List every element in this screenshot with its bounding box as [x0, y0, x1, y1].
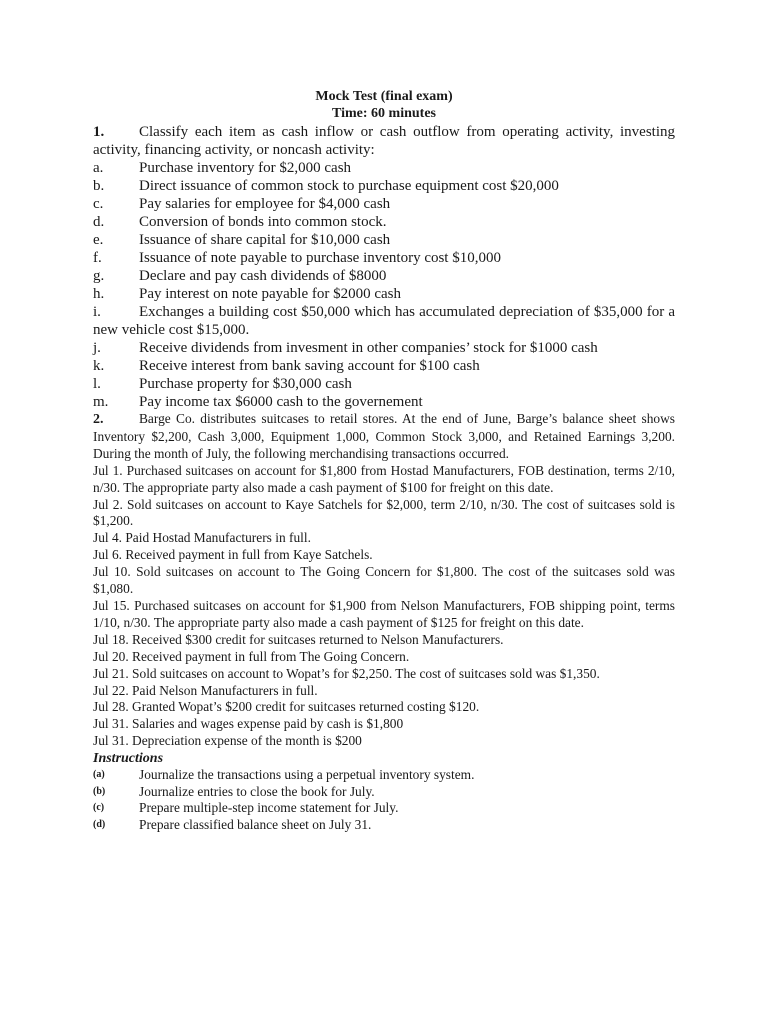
question-2-text: Barge Co. distributes suitcases to retail stores. At the end of June, Barge’s balance sheet shows Inventory $2,200, Cash 3,000, Equipment 1,000, Common Stock 3,000, and Retained Earnings 3,200. During the month of July, the following merchandising transactions occurred.	[93, 411, 675, 461]
list-item: k. Receive interest from bank saving account for $100 cash	[93, 358, 480, 374]
question-1-text: Classify each item as cash inflow or cash outflow from operating activity, investing activity, financing activity, or noncash activity:	[93, 124, 675, 158]
list-item: e. Issuance of share capital for $10,000 cash	[93, 232, 391, 248]
transaction-item: Jul 31. Salaries and wages expense paid by cash is $1,800	[93, 716, 404, 732]
list-item: m. Pay income tax $6000 cash to the governement	[93, 394, 423, 410]
transaction-item: Jul 28. Granted Wopat’s $200 credit for suitcases returned costing $120.	[93, 699, 480, 715]
question-1-intro	[93, 123, 675, 159]
instructions-heading: Instructions	[93, 751, 164, 767]
transaction-item: Jul 20. Received payment in full from The Going Concern.	[93, 648, 410, 664]
instruction-item: (a) Journalize the transactions using a perpetual inventory system.	[93, 767, 475, 783]
transaction-item: Jul 4. Paid Hostad Manufacturers in full.	[93, 530, 311, 546]
instruction-item: (b) Journalize entries to close the book for July.	[93, 783, 375, 799]
question-2-intro	[93, 411, 675, 463]
question-2	[93, 411, 675, 834]
transaction-item: Jul 31. Depreciation expense of the month is $200	[93, 733, 362, 749]
transaction-item: Jul 1. Purchased suitcases on account for $1,800 from Hostad Manufacturers, FOB destination, terms 2/10, n/30. The appropriate party also made a cash payment of $100 for freight on this date.	[93, 462, 675, 495]
instruction-item: (c) Prepare multiple-step income statement for July.	[93, 800, 399, 816]
list-item: h. Pay interest on note payable for $2000 cash	[93, 286, 402, 302]
question-2-number: 2.	[93, 412, 104, 427]
list-item: b. Direct issuance of common stock to purchase equipment cost $20,000	[93, 178, 559, 194]
transaction-item: Jul 10. Sold suitcases on account to The Going Concern for $1,800. The cost of the suitcases sold was $1,080.	[93, 564, 675, 597]
transaction-item: Jul 18. Received $300 credit for suitcases returned to Nelson Manufacturers.	[93, 631, 504, 647]
transaction-item: Jul 22. Paid Nelson Manufacturers in full.	[93, 682, 318, 698]
list-item: f. Issuance of note payable to purchase inventory cost $10,000	[93, 250, 501, 266]
transaction-item: Jul 2. Sold suitcases on account to Kaye Satchels for $2,000, term 2/10, n/30. The cost of suitcases sold is $1,200.	[93, 496, 675, 529]
transaction-item: Jul 21. Sold suitcases on account to Wopat’s for $2,250. The cost of suitcases sold was $1,350.	[93, 665, 600, 681]
transaction-item: Jul 15. Purchased suitcases on account for $1,900 from Nelson Manufacturers, FOB shipping point, terms 1/10, n/30. The appropriate party also made a cash payment of $125 for freight on this date.	[93, 597, 675, 630]
list-item: g. Declare and pay cash dividends of $8000	[93, 268, 387, 284]
list-item: a. Purchase inventory for $2,000 cash	[93, 160, 352, 176]
list-item: c. Pay salaries for employee for $4,000 cash	[93, 196, 391, 212]
list-item: l. Purchase property for $30,000 cash	[93, 376, 352, 392]
list-item: i. Exchanges a building cost $50,000 which has accumulated depreciation of $35,000 for a new vehicle cost $15,000.	[93, 304, 675, 338]
exam-time: Time: 60 minutes	[332, 106, 436, 121]
question-1-number: 1.	[93, 124, 105, 140]
transaction-item: Jul 6. Received payment in full from Kaye Satchels.	[93, 547, 373, 563]
exam-title: Mock Test (final exam)	[315, 89, 453, 104]
instruction-item: (d) Prepare classified balance sheet on July 31.	[93, 816, 372, 832]
list-item: d. Conversion of bonds into common stock.	[93, 214, 387, 230]
list-item: j. Receive dividends from invesment in other companies’ stock for $1000 cash	[93, 340, 598, 356]
